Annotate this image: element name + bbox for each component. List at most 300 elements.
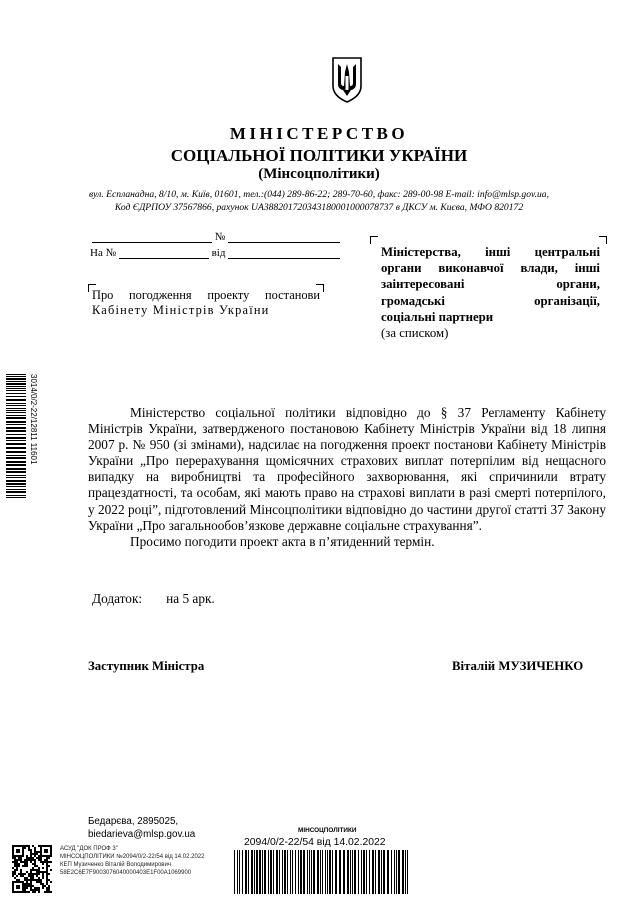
qr-cell: [40, 879, 42, 881]
qr-cell: [28, 859, 30, 861]
number-label: №: [214, 231, 226, 243]
barcode-bar: [6, 410, 26, 411]
qr-cell: [30, 855, 32, 857]
qr-cell: [48, 891, 50, 893]
qr-cell: [46, 879, 48, 881]
barcode-bar: [245, 850, 247, 894]
qr-cell: [50, 849, 52, 851]
qr-cell: [24, 865, 26, 867]
barcode-bar: [396, 850, 397, 894]
qr-cell: [42, 877, 44, 879]
electronic-signature-stamp: [60, 845, 204, 877]
qr-cell: [20, 873, 22, 875]
barcode-bar: [325, 850, 326, 894]
qr-cell: [32, 879, 34, 881]
barcode-bar: [381, 850, 382, 894]
barcode-bar: [317, 850, 319, 894]
barcode-bar: [366, 850, 367, 894]
qr-cell: [34, 859, 36, 861]
qr-cell: [32, 869, 34, 871]
qr-cell: [14, 863, 16, 865]
qr-cell: [24, 877, 26, 879]
qr-cell: [36, 879, 38, 881]
qr-cell: [12, 887, 14, 889]
barcode-bar: [6, 455, 26, 456]
qr-cell: [46, 875, 48, 877]
qr-cell: [14, 861, 16, 863]
qr-cell: [32, 875, 34, 877]
barcode-bar: [309, 850, 310, 894]
qr-cell: [40, 857, 42, 859]
qr-cell: [20, 875, 22, 877]
qr-cell: [50, 851, 52, 853]
qr-cell: [44, 861, 46, 863]
qr-cell: [26, 857, 28, 859]
qr-cell: [14, 877, 16, 879]
qr-cell: [38, 873, 40, 875]
barcode-bar: [369, 850, 370, 894]
qr-cell: [48, 865, 50, 867]
qr-cell: [40, 847, 42, 849]
qr-cell: [42, 863, 44, 865]
date-label: від: [211, 247, 226, 259]
body-paragraph: Просимо погодити проект акта в п’ятиденний термін.: [130, 533, 435, 549]
qr-cell: [14, 865, 16, 867]
barcode-bar: [273, 850, 274, 894]
qr-cell: [18, 879, 20, 881]
executor-contact: [88, 815, 195, 841]
qr-cell: [34, 863, 36, 865]
qr-cell: [14, 891, 16, 893]
qr-cell: [26, 887, 28, 889]
qr-cell: [38, 845, 40, 847]
barcode-bar: [354, 850, 356, 894]
qr-cell: [12, 853, 14, 855]
qr-cell: [42, 855, 44, 857]
barcode-bar: [6, 376, 26, 377]
barcode-bar: [6, 378, 26, 380]
barcode-bar: [372, 850, 374, 894]
barcode-bar: [6, 430, 26, 432]
qr-cell: [46, 881, 48, 883]
qr-cell: [36, 887, 38, 889]
barcode-bar: [298, 850, 299, 894]
qr-cell: [40, 871, 42, 873]
qr-cell: [18, 863, 20, 865]
ministry-bank-details: Код ЄДРПОУ 37567866, рахунок UA388201720343180001000078737 в ДКСУ м. Києва, МФО 820172: [114, 202, 524, 213]
barcode-bar: [327, 850, 328, 894]
barcode-bar: [234, 850, 235, 894]
barcode-bar: [6, 483, 26, 485]
qr-cell: [30, 861, 32, 863]
qr-cell: [22, 845, 24, 847]
qr-cell: [40, 853, 42, 855]
edoc-system: АСУД "ДОК ПРОФ 3": [60, 846, 118, 852]
qr-cell: [16, 865, 18, 867]
qr-cell: [22, 861, 24, 863]
qr-cell: [26, 891, 28, 893]
barcode-bar: [347, 850, 349, 894]
barcode-bar: [254, 850, 255, 894]
barcode-bar: [6, 491, 26, 493]
qr-cell: [12, 885, 14, 887]
edoc-registration: МІНСОЦПОЛІТИКИ №2094/0/2-22/54 від 14.02.2022: [60, 854, 205, 860]
barcode-bar: [387, 850, 389, 894]
qr-cell: [34, 849, 36, 851]
qr-cell: [34, 887, 36, 889]
qr-cell: [20, 869, 22, 871]
qr-cell: [48, 885, 50, 887]
qr-cell: [48, 879, 50, 881]
qr-cell: [46, 887, 48, 889]
executor-name-phone: Бедарєва, 2895025,: [88, 816, 179, 827]
registration-barcode: [232, 850, 410, 894]
qr-cell: [36, 889, 38, 891]
qr-cell: [14, 859, 16, 861]
barcode-bar: [311, 850, 312, 894]
qr-cell: [32, 885, 34, 887]
qr-cell: [40, 861, 42, 863]
qr-cell: [30, 875, 32, 877]
qr-cell: [46, 859, 48, 861]
qr-cell: [14, 845, 16, 847]
qr-cell: [34, 855, 36, 857]
qr-cell: [46, 863, 48, 865]
barcode-bar: [251, 850, 253, 894]
subject-line: Про погодження проекту постанови: [92, 288, 320, 302]
qr-cell: [32, 873, 34, 875]
barcode-bar: [6, 427, 26, 429]
qr-cell: [12, 847, 14, 849]
qr-cell: [24, 891, 26, 893]
qr-cell: [36, 853, 38, 855]
qr-cell: [20, 857, 22, 859]
barcode-bar: [350, 850, 351, 894]
qr-cell: [46, 857, 48, 859]
letter-subject: [92, 288, 320, 318]
addressee-note: (за списком): [381, 326, 449, 341]
qr-cell: [42, 883, 44, 885]
barcode-bar: [329, 850, 331, 894]
qr-cell: [12, 851, 14, 853]
ministry-title-second-line: СОЦІАЛЬНОЇ ПОЛІТИКИ УКРАЇНИ: [170, 146, 468, 165]
qr-cell: [12, 855, 14, 857]
qr-cell: [46, 851, 48, 853]
qr-cell: [24, 861, 26, 863]
qr-cell: [18, 851, 20, 853]
qr-cell: [30, 849, 32, 851]
barcode-bar: [394, 850, 395, 894]
qr-cell: [34, 889, 36, 891]
qr-cell: [24, 847, 26, 849]
qr-cell: [38, 869, 40, 871]
barcode-bar: [6, 468, 26, 470]
qr-cell: [42, 845, 44, 847]
barcode-bar: [300, 850, 302, 894]
qr-cell: [34, 873, 36, 875]
qr-cell: [18, 845, 20, 847]
barcode-bar: [6, 415, 26, 416]
qr-cell: [36, 871, 38, 873]
barcode-bar: [237, 850, 238, 894]
qr-cell: [38, 851, 40, 853]
qr-cell: [30, 851, 32, 853]
qr-cell: [12, 881, 14, 883]
side-barcode-text: 3014/0/2-22/12811 11601: [29, 374, 38, 465]
reference-label: На №: [90, 247, 117, 259]
barcode-bar: [270, 850, 272, 894]
qr-cell: [26, 885, 28, 887]
qr-cell: [46, 867, 48, 869]
barcode-bar: [398, 850, 400, 894]
qr-cell: [26, 877, 28, 879]
qr-cell: [22, 881, 24, 883]
qr-cell: [50, 869, 52, 871]
qr-cell: [12, 889, 14, 891]
barcode-bar: [6, 399, 26, 401]
qr-cell: [22, 875, 24, 877]
barcode-bar: [6, 417, 26, 419]
qr-cell: [26, 859, 28, 861]
qr-cell: [46, 845, 48, 847]
qr-cell: [46, 889, 48, 891]
qr-cell: [30, 885, 32, 887]
qr-cell: [32, 845, 34, 847]
qr-cell: [44, 859, 46, 861]
qr-cell: [28, 883, 30, 885]
qr-cell: [14, 881, 16, 883]
qr-cell: [14, 855, 16, 857]
addressee-line: громадські організації,: [381, 293, 600, 308]
qr-cell: [18, 881, 20, 883]
qr-cell: [28, 849, 30, 851]
qr-cell: [48, 889, 50, 891]
qr-cell: [30, 889, 32, 891]
qr-cell: [44, 851, 46, 853]
qr-cell: [20, 861, 22, 863]
body-paragraph: Міністерство соціальної політики відповідно до § 37 Регламенту Кабінету Міністрів України, затвердженого постановою Кабінету Міністрів України від 18 липня 2007 р. № 950 (зі змінами), надсилає на погодження проект постанови Кабінету Міністрів України „Про перерахування щомісячних страхових виплат потерпілим від нещасного випадку на виробництві та професійного захворювання, які спричинили втрату працездатності, та особам, які мають право на страхові виплати в разі смерті потерпілого, у 2022 році”, підготовлений Мінсоцполітики відповідно до частини другої статті 37 Закону України „Про загальнообов’язкове державне соціальне страхування”.: [88, 405, 606, 533]
ministry-title: МІНІСТЕРСТВО: [229, 124, 409, 143]
qr-cell: [36, 881, 38, 883]
qr-cell: [30, 871, 32, 873]
barcode-bar: [407, 850, 408, 894]
barcode-bar: [343, 850, 345, 894]
ministry-address: вул. Еспланадна, 8/10, м. Київ, 01601, тел.:(044) 289-86-22; 289-70-60, факс: 289-00-98 E-mail: info@mlsp.gov.ua,: [89, 189, 549, 200]
reg-stamp-number: 2094/0/2-22/54 від 14.02.2022: [244, 837, 386, 848]
attachment-note: [92, 591, 215, 607]
qr-cell: [26, 871, 28, 873]
qr-cell: [38, 855, 40, 857]
qr-cell: [22, 873, 24, 875]
barcode-bar: [290, 850, 291, 894]
qr-cell: [38, 859, 40, 861]
barcode-bar: [6, 434, 26, 435]
qr-cell: [22, 887, 24, 889]
barcode-bar: [339, 850, 341, 894]
qr-cell: [50, 861, 52, 863]
qr-cell: [16, 845, 18, 847]
qr-cell: [26, 879, 28, 881]
barcode-bar: [284, 850, 286, 894]
qr-cell: [18, 849, 20, 851]
qr-cell: [16, 851, 18, 853]
qr-cell: [46, 891, 48, 893]
barcode-bar: [6, 396, 26, 397]
qr-cell: [36, 869, 38, 871]
qr-cell: [22, 891, 24, 893]
qr-cell: [16, 859, 18, 861]
qr-cell: [16, 863, 18, 865]
qr-cell: [16, 887, 18, 889]
qr-cell: [40, 855, 42, 857]
barcode-bar: [6, 403, 26, 404]
qr-cell: [26, 881, 28, 883]
qr-cell: [20, 891, 22, 893]
signer-position: Заступник Міністра: [88, 659, 205, 673]
barcode-bar: [6, 486, 26, 487]
qr-cell: [18, 857, 20, 859]
qr-cell: [14, 869, 16, 871]
barcode-bar: [6, 390, 26, 391]
qr-cell: [14, 873, 16, 875]
barcode-bar: [391, 850, 392, 894]
qr-cell: [24, 889, 26, 891]
barcode-bar: [6, 405, 26, 406]
qr-cell: [34, 879, 36, 881]
qr-cell: [12, 857, 14, 859]
qr-cell: [44, 871, 46, 873]
qr-cell: [38, 881, 40, 883]
qr-cell: [26, 855, 28, 857]
qr-cell: [42, 875, 44, 877]
executor-email[interactable]: biedarieva@mlsp.gov.ua: [88, 829, 196, 840]
barcode-bar: [248, 850, 249, 894]
qr-cell: [48, 873, 50, 875]
qr-cell: [38, 887, 40, 889]
qr-cell: [12, 875, 14, 877]
qr-cell: [12, 883, 14, 885]
barcode-bar: [6, 461, 26, 463]
qr-cell: [12, 871, 14, 873]
barcode-bar: [242, 850, 243, 894]
qr-cell: [26, 861, 28, 863]
qr-cell: [16, 879, 18, 881]
qr-cell: [50, 891, 52, 893]
qr-cell: [42, 871, 44, 873]
qr-cell: [16, 881, 18, 883]
barcode-bar: [295, 850, 296, 894]
qr-cell: [46, 849, 48, 851]
qr-cell: [20, 845, 22, 847]
edoc-certificate: 58E2C6E7F9003076040000403E1F00A1069900: [60, 870, 192, 876]
qr-cell: [24, 887, 26, 889]
qr-cell: [26, 845, 28, 847]
qr-cell: [18, 865, 20, 867]
barcode-bar: [375, 850, 376, 894]
qr-cell: [38, 879, 40, 881]
qr-cell: [26, 863, 28, 865]
qr-cell: [50, 847, 52, 849]
barcode-bar: [6, 451, 26, 453]
barcode-bar: [282, 850, 283, 894]
barcode-bar: [6, 408, 26, 409]
qr-cell: [22, 883, 24, 885]
barcode-bar: [279, 850, 280, 894]
qr-cell: [16, 891, 18, 893]
qr-cell: [30, 857, 32, 859]
qr-cell: [32, 857, 34, 859]
qr-cell: [12, 873, 14, 875]
qr-cell: [16, 867, 18, 869]
incoming-reference-line: [90, 246, 340, 259]
barcode-bar: [358, 850, 359, 894]
barcode-bar: [6, 464, 26, 466]
qr-cell: [28, 875, 30, 877]
qr-cell: [12, 891, 14, 893]
qr-cell: [38, 871, 40, 873]
qr-cell: [50, 845, 52, 847]
qr-cell: [30, 859, 32, 861]
qr-cell: [34, 869, 36, 871]
qr-cell: [30, 883, 32, 885]
signer-name: Віталій МУЗИЧЕНКО: [452, 659, 584, 673]
qr-cell: [28, 857, 30, 859]
qr-cell: [44, 855, 46, 857]
qr-cell: [34, 851, 36, 853]
qr-cell: [18, 873, 20, 875]
qr-cell: [34, 891, 36, 893]
qr-cell: [30, 877, 32, 879]
qr-cell: [20, 859, 22, 861]
qr-cell: [22, 865, 24, 867]
qr-cell: [18, 891, 20, 893]
barcode-bar: [6, 440, 26, 441]
qr-cell: [24, 845, 26, 847]
qr-cell: [30, 887, 32, 889]
barcode-bar: [352, 850, 353, 894]
qr-cell: [42, 885, 44, 887]
reg-stamp-label: МІНСОЦПОЛІТИКИ: [298, 827, 357, 834]
qr-cell: [46, 871, 48, 873]
qr-cell: [42, 887, 44, 889]
qr-cell: [40, 883, 42, 885]
qr-cell: [46, 869, 48, 871]
qr-cell: [40, 859, 42, 861]
barcode-bar: [6, 386, 26, 387]
qr-cell: [30, 881, 32, 883]
qr-cell: [12, 845, 14, 847]
qr-cell: [50, 855, 52, 857]
qr-cell: [26, 865, 28, 867]
qr-cell: [24, 863, 26, 865]
barcode-bar: [6, 443, 26, 445]
barcode-bar: [332, 850, 333, 894]
qr-cell: [42, 861, 44, 863]
qr-cell: [24, 879, 26, 881]
barcode-bar: [6, 477, 26, 478]
qr-cell: [36, 865, 38, 867]
qr-cell: [32, 863, 34, 865]
qr-cell: [28, 873, 30, 875]
outgoing-number-line: [92, 230, 340, 243]
qr-cell: [28, 879, 30, 881]
qr-cell: [40, 881, 42, 883]
qr-cell: [28, 891, 30, 893]
barcode-bar: [335, 850, 337, 894]
qr-cell: [44, 849, 46, 851]
qr-cell: [22, 849, 24, 851]
edoc-signer: КЕП Музиченко Віталій Володимирович: [60, 862, 171, 868]
